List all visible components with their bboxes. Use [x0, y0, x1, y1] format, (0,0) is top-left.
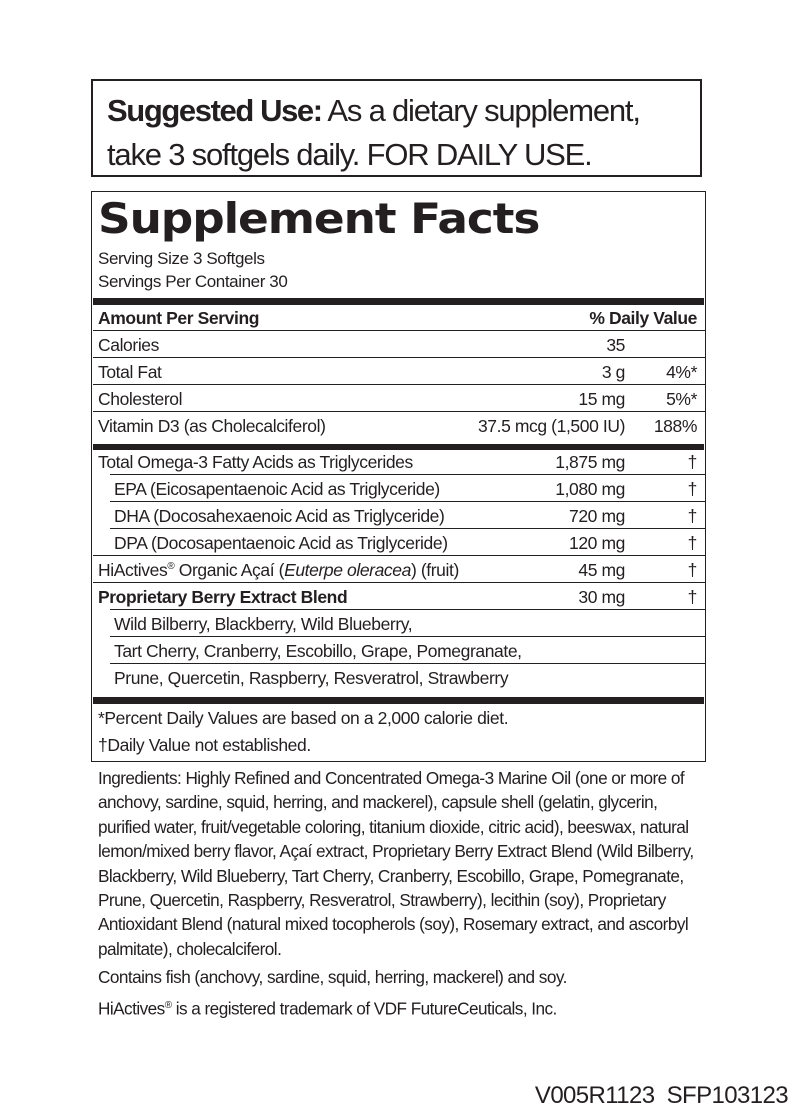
nutrient-row	[92, 331, 705, 358]
nutrient-dv: 188%	[653, 416, 697, 436]
nutrient-amount: 1,875 mg	[555, 452, 625, 472]
nutrient-amount: 120 mg	[569, 533, 625, 553]
nutrient-row	[92, 412, 705, 439]
nutrient-amount: 3 g	[601, 362, 625, 382]
ingredients-text: Ingredients: Highly Refined and Concentrated Omega-3 Marine Oil (one or more of anchovy, sardine, squid, herring, and mackerel), capsule shell (gelatin, glycerin, purified water, fruit/vegetable coloring, titanium dioxide, citric acid), beeswax, natural lemon/mixed berry flavor, Açaí extract, Proprietary Berry Extract Blend (Wild Bilberry, Blackberry, Wild Blueberry, Tart Cherry, Cranberry, Escobillo, Grape, Pomegranate, Prune, Quercetin, Raspberry, Resveratrol, Strawberry), lecithin (soy), Proprietary Antioxidant Blend (natural mixed tocopherols (soy), Rosemary extract, and ascorbyl palmitate), cholecalciferol.	[98, 768, 694, 959]
nutrient-dv: †	[687, 560, 697, 580]
nutrient-name: Calories	[98, 335, 159, 355]
blend-text: Tart Cherry, Cranberry, Escobillo, Grape, Pomegranate,	[114, 641, 522, 661]
nutrient-name: Vitamin D3 (as Cholecalciferol)	[98, 416, 326, 436]
nutrient-dv: †	[687, 506, 697, 526]
nutrient-name: Proprietary Berry Extract Blend	[98, 587, 348, 607]
nutrient-row	[92, 358, 705, 385]
nutrient-amount: 15 mg	[578, 389, 625, 409]
nutrient-amount: 1,080 mg	[555, 479, 625, 499]
nutrient-dv: 5%*	[666, 389, 697, 409]
nutrient-name: Total Omega-3 Fatty Acids as Triglycerides	[98, 452, 413, 472]
ingredients-section	[98, 766, 708, 1025]
nutrient-amount: 720 mg	[569, 506, 625, 526]
nutrient-amount: 45 mg	[578, 560, 625, 580]
header-row	[92, 304, 705, 331]
allergen-statement: Contains fish (anchovy, sardine, squid, herring, mackerel) and soy.	[98, 967, 567, 988]
facts-title: Supplement Facts	[98, 194, 540, 243]
nutrient-amount: 30 mg	[578, 587, 625, 607]
nutrient-name: DHA (Docosahexaenoic Acid as Triglyceride)	[114, 506, 445, 526]
header-dv: % Daily Value	[589, 308, 697, 328]
servings-per-container: Servings Per Container 30	[98, 272, 288, 291]
nutrient-name: Cholesterol	[98, 389, 183, 409]
nutrient-dv: †	[687, 533, 697, 553]
footnote-dv: *Percent Daily Values are based on a 2,000 calorie diet.	[98, 708, 509, 728]
nutrient-dv: 4%*	[666, 362, 697, 382]
footnote-dagger: †Daily Value not established.	[98, 735, 311, 755]
blend-text: Wild Bilberry, Blackberry, Wild Blueberry,	[114, 614, 413, 634]
blend-line	[92, 610, 705, 637]
product-code: V005R1123 SFP103123	[534, 1082, 788, 1109]
suggested-use-label: Suggested Use:	[107, 93, 322, 128]
nutrient-row	[92, 448, 705, 475]
nutrient-row	[92, 529, 705, 556]
trademark-statement: HiActives® is a registered trademark of VDF FutureCeuticals, Inc.	[98, 998, 557, 1019]
nutrient-dv: †	[687, 479, 697, 499]
header-amount: Amount Per Serving	[98, 308, 260, 328]
nutrient-name: DPA (Docosapentaenoic Acid as Triglyceride)	[114, 533, 448, 553]
nutrient-dv: †	[687, 452, 697, 472]
suggested-use-text: As a dietary supplement, take 3 softgels daily. FOR DAILY USE.	[107, 93, 640, 172]
blend-text: Prune, Quercetin, Raspberry, Resveratrol, Strawberry	[114, 668, 509, 688]
nutrient-name: EPA (Eicosapentaenoic Acid as Triglyceride)	[114, 479, 440, 499]
nutrient-row	[92, 583, 705, 610]
nutrient-row	[92, 385, 705, 412]
nutrient-amount: 35	[606, 335, 625, 355]
nutrient-name: HiActives® Organic Açaí (Euterpe oleracea) (fruit)	[98, 560, 459, 580]
nutrient-name: Total Fat	[98, 362, 162, 382]
blend-line	[92, 664, 705, 691]
thick-divider	[93, 697, 704, 704]
suggested-use-box	[91, 79, 702, 177]
serving-size: Serving Size 3 Softgels	[98, 249, 265, 268]
nutrient-dv: †	[687, 587, 697, 607]
supplement-facts-panel	[91, 191, 706, 762]
nutrient-row	[92, 475, 705, 502]
blend-line	[92, 637, 705, 664]
nutrient-amount: 37.5 mcg (1,500 IU)	[477, 416, 625, 436]
nutrient-row	[92, 502, 705, 529]
nutrient-row	[92, 556, 705, 583]
